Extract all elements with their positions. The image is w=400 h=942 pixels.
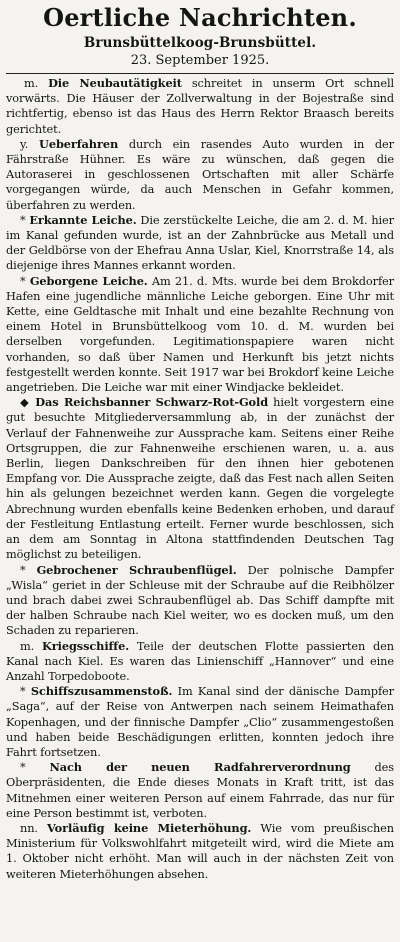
article-headline: Schiffszusammenstoß. <box>30 684 173 699</box>
article-kriegsschiffe <box>6 639 394 685</box>
article-body: durch ein rasendes Auto wurden in der Fährstraße Hühner. Es wäre zu wünschen, daß gegen die Autoraserei in geschlossenen Ortschaften mit aller Schärfe vorgegangen würde, da auch Menschen in Gefahr kommen, überfahren zu werden. <box>6 136 394 212</box>
article-body: Am 21. d. Mts. wurde bei dem Brokdorfer Hafen eine jugendliche männliche Leiche geborgen. Eine Uhr mit Kette, eine Geldtasche mit Inhalt und eine bezahlte Rechnung von einem Hotel in Brunsbüttelkoog vom 10. d. M. wurden bei derselben vorgefunden. Legitimationspapiere waren nicht vorhanden, so daß über Namen und Herkunft bis jetzt nichts festgestellt werden konnte. Seit 1917 war bei Brokdorf keine Leiche angetrieben. Die Leiche war mit einer Windjacke bekleidet. <box>6 273 394 395</box>
article-headline: Erkannte Leiche. <box>29 212 137 227</box>
article-reichsbanner <box>6 395 394 562</box>
article-headline: Ueberfahren <box>39 136 119 151</box>
article-headline: Die Neubautätigkeit <box>48 76 182 90</box>
article-prefix: * <box>20 212 26 227</box>
article-body: Wie vom preußischen Ministerium für Volkswohlfahrt mitgeteilt wird, wird die Miete am 1. Oktober nicht erhöht. Man will auch in der nächsten Zeit von weiteren Mieterhöhungen absehen. <box>6 820 394 881</box>
article-headline: Kriegsschiffe. <box>42 638 130 653</box>
article-schiffszusammenstoss <box>6 684 394 760</box>
article-body: Teile der deutschen Flotte passierten den Kanal nach Kiel. Es waren das Linienschiff „Hannover“ und eine Anzahl Torpedoboote. <box>6 638 394 683</box>
article-prefix: nn. <box>20 820 38 835</box>
article-body: hielt vorgestern eine gut besuchte Mitgliederversammlung ab, in der zunächst der Verlauf der Fahnenweihe zur Aussprache kam. Seitens einer Reihe Ortsgruppen, die zur Fahnenweihe erschienen waren, u. a. aus Berlin, liegen Dankschreiben für den ihnen hier gebotenen Empfang vor. Die Aussprache zeigte, daß das Fest nach allen Seiten hin als gelungen bezeichnet werden kann. Gegen die vorgelegte Abrechnung wurden ebenfalls keine Bedenken erhoben, und darauf der Festleitung Entlastung erteilt. Ferner wurde beschlossen, sich an dem am Sonntag in Altona stattfindenden Deutschen Tag möglichst zu beteiligen. <box>6 395 395 562</box>
article-body: schreitet in unserm Ort schnell vorwärts. Die Häuser der Zollverwaltung in der Bojestraße sind richtfertig, ebenso ist das Haus des Herrn Rektor Braasch bereits gerichtet. <box>6 76 394 136</box>
article-neubautaetigkeit <box>6 76 394 137</box>
article-prefix: m. <box>24 76 39 90</box>
article-radfahrerverordnung <box>6 760 394 821</box>
article-body: Die zerstückelte Leiche, die am 2. d. M. hier im Kanal gefunden wurde, ist an der Zahnbrücke aus Metall und der Geldbörse von der Ehefrau Anna Uslar, Kiel, Knorrstraße 14, als diejenige ihres Mannes erkannt worden. <box>6 212 394 273</box>
page-subtitle: Brunsbüttelkoog-Brunsbüttel. <box>83 35 317 51</box>
article-prefix: * <box>20 760 26 775</box>
article-body: des Oberpräsidenten, die Ende dieses Monats in Kraft tritt, ist das Mitnehmen einer weiteren Person auf einem Fahrrade, das nur für eine Person bestimmt ist, verboten. <box>6 760 394 820</box>
page-title: Oertliche Nachrichten. <box>43 3 357 32</box>
article-body: Im Kanal sind der dänische Dampfer „Saga“, auf der Reise von Antwerpen nach seinem Heimathafen Kopenhagen, und der finnische Dampfer „Clio“ zusammengestoßen und haben beide Beschädigungen erlitten, konnten jedoch ihre Fahrt fortsetzen. <box>6 684 394 759</box>
article-headline: Geborgene Leiche. <box>29 273 148 288</box>
article-headline: Gebrochener Schraubenflügel. <box>36 562 237 577</box>
article-mieterhoehung <box>6 821 394 882</box>
article-schraubenfluegel <box>6 563 394 639</box>
article-prefix: * <box>20 273 26 288</box>
page-date: 23. September 1925. <box>130 53 270 68</box>
article-headline: Nach der neuen Radfahrerverordnung <box>49 760 351 775</box>
articles-column <box>6 76 394 882</box>
article-geborgene-leiche <box>6 274 394 396</box>
article-erkannte-leiche <box>6 213 394 274</box>
article-prefix: y. <box>20 136 29 151</box>
article-prefix: m. <box>20 638 35 653</box>
article-prefix: * <box>20 684 26 699</box>
article-headline: Das Reichsbanner Schwarz-Rot-Gold <box>35 395 269 410</box>
article-headline: Vorläufig keine Mieterhöhung. <box>47 820 252 835</box>
article-body: Der polnische Dampfer „Wisla“ geriet in der Schleuse mit der Schraube auf die Reibhölzer und brach dabei zwei Schraubenflügel ab. Das Schiff dampfte mit der halben Schraube nach Kiel weiter, wo es docken muß, um den Schaden zu reparieren. <box>6 562 394 638</box>
diamond-icon: ◆ <box>20 395 31 410</box>
article-prefix: * <box>20 562 26 577</box>
header-rule <box>6 73 394 74</box>
article-ueberfahren <box>6 137 394 213</box>
